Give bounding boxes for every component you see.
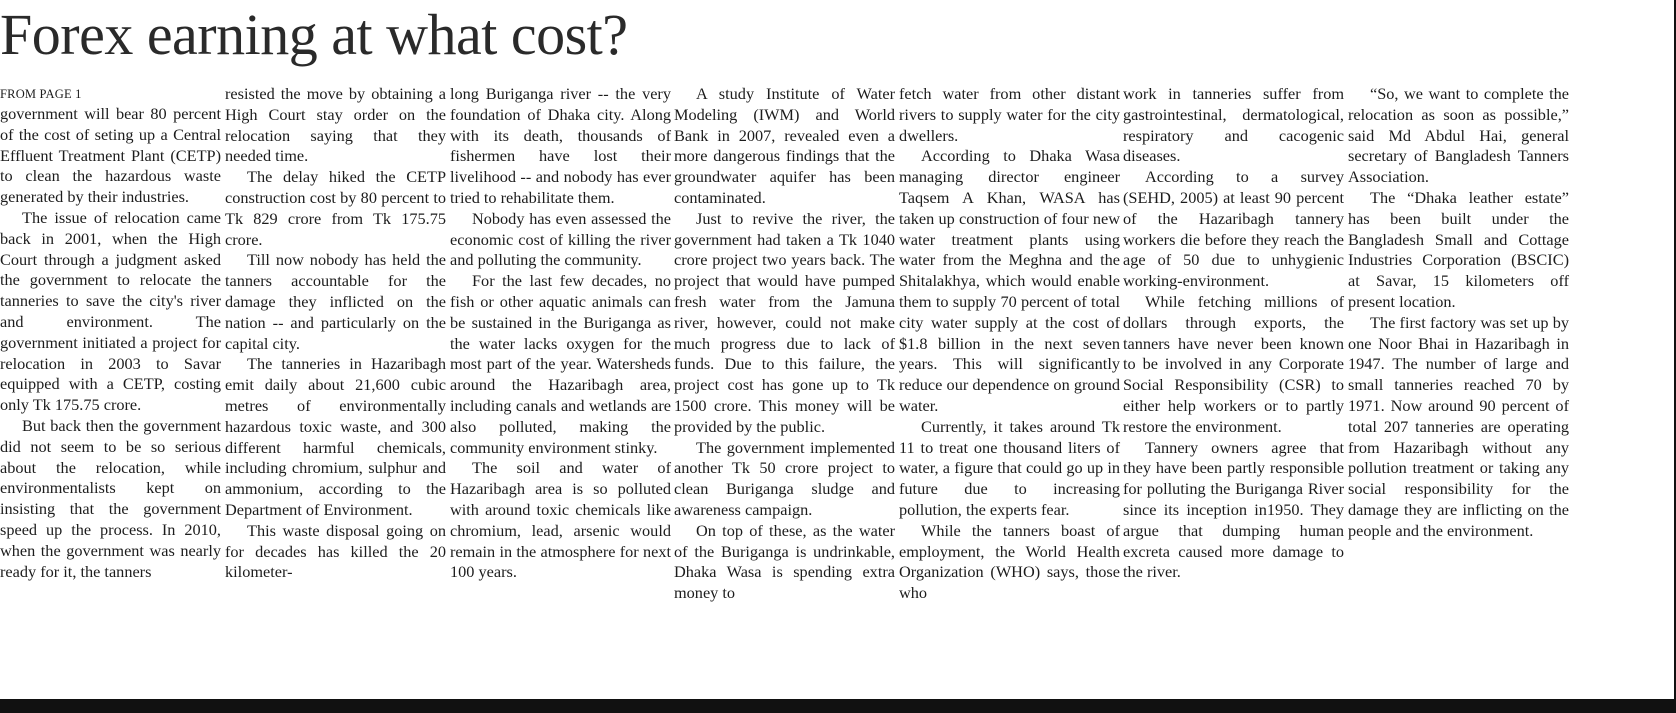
paragraph: For the last few decades, no fish or other aquatic animals can be sustained in the Buriganga as the water lacks oxygen for the most part of the year. Watersheds around the Hazaribagh area, including canals and wetlands are also polluted, making the community environment stinky. <box>450 271 671 457</box>
paragraph: The soil and water of Hazaribagh area is so polluted with around toxic chemicals like chromium, lead, arsenic would remain in the atmosphere for next 100 years. <box>450 458 671 582</box>
paragraph: long Buriganga river -- the very foundation of Dhaka city. Along with its death, thousands of fishermen have lost their livelihood -- and nobody has ever tried to rehabilitate them. <box>450 84 671 207</box>
paragraph: fetch water from other distant rivers to supply water for the city dwellers. <box>899 84 1120 145</box>
paragraph: The “Dhaka leather estate” has been built under the Bangladesh Small and Cottage Industries Corporation (BSCIC) at Savar, 15 kilometers off present location. <box>1348 187 1569 311</box>
paragraph: Just to revive the river, the government had taken a Tk 1040 crore project two years back. The project that would have pumped fresh water from the Jamuna river, however, could not make much progress due to lack of funds. Due to this failure, the project cost has gone up to Tk 1500 crore. This money will be provided by the public. <box>674 208 895 436</box>
paragraph: Currently, it takes around Tk 11 to treat one thousand liters of water, a figure that could go up in future due to increasing pollution, the experts fear. <box>899 416 1120 519</box>
paragraph: The issue of relocation came back in 2001, when the High Court through a judgment asked the government to relocate the tanneries to save the city's river and environment. The government initiated a project for relocation in 2003 to Savar equipped with a CETP, costing only Tk 175.75 crore. <box>0 207 221 415</box>
article-column-3 <box>450 84 671 704</box>
paragraph: Till now nobody has held the tanners accountable for the damage they inflicted on the nation -- and particularly on the capital city. <box>225 250 446 353</box>
paragraph: The delay hiked the CETP construction cost by 80 percent to Tk 829 crore from Tk 175.75 crore. <box>225 167 446 249</box>
headline: Forex earning at what cost? <box>0 2 628 67</box>
article-column-5 <box>899 84 1120 704</box>
paragraph: According to a survey (SEHD, 2005) at least 90 percent of the Hazaribagh tannery workers die before they reach the age of 50 due to unhygienic working-environment. <box>1123 167 1344 291</box>
paragraph: Tannery owners agree that they have been partly responsible for polluting the Buriganga River since its inception in1950. They argue that dumping human excreta caused more damage to the river. <box>1123 437 1344 582</box>
article-column-4 <box>674 84 895 704</box>
paragraph: This waste disposal going on for decades has killed the 20 kilometer- <box>225 520 446 582</box>
article-column-7 <box>1348 84 1569 704</box>
paragraph: government will bear 80 percent of the cost of seting up a Central Effluent Treatment Plant (CETP) to clean the hazardous waste generated by their industries. <box>0 104 221 207</box>
paragraph: According to Dhaka Wasa managing director engineer Taqsem A Khan, WASA has taken up construction of four new water treatment plants using water from the Meghna and the Shitalakhya, which would enable them to supply 70 percent of total city water supply at the cost of $1.8 billion in the next seven years. This will significantly reduce our dependence on ground water. <box>899 146 1120 415</box>
paragraph: The government implemented another Tk 50 crore project to clean Buriganga sludge and awareness campaign. <box>674 437 895 519</box>
paragraph: A study Institute of Water Modeling (IWM) and World Bank in 2007, revealed even a more dangerous findings that the groundwater aquifer has been contaminated. <box>674 84 895 207</box>
paragraph: On top of these, as the water of the Buriganga is undrinkable, Dhaka Wasa is spending extra money to <box>674 520 895 603</box>
paragraph: Nobody has even assessed the economic cost of killing the river and polluting the community. <box>450 208 671 270</box>
kicker-from-page: FROM PAGE 1 <box>0 87 82 101</box>
paragraph: “So, we want to complete the relocation as soon as possible,” said Md Abdul Hai, general secretary of Bangladesh Tanners Association. <box>1348 84 1569 187</box>
paragraph: resisted the move by obtaining a High Court stay order on the relocation saying that they needed time. <box>225 84 446 166</box>
paragraph: While fetching millions of dollars through exports, the tanners have never been known to be involved in any Corporate Social Responsibility (CSR) to either help workers or to partly restore the environment. <box>1123 291 1344 436</box>
paragraph: But back then the government did not seem to be so serious about the relocation, while environmentalists kept on insisting that the government speed up the process. In 2010, when the government was nearly ready for it, the tanners <box>0 415 221 581</box>
article-column-2 <box>225 84 446 704</box>
article-column-6 <box>1123 84 1344 704</box>
paragraph: The first factory was set up by one Noor Bhai in Hazaribagh in 1947. The number of large and small tanneries reached 70 by 1971. Now around 90 percent of total 207 tanneries are operating from Hazaribagh without any pollution treatment or taking any social responsibility for the damage they are inflicting on the people and the environment. <box>1348 312 1569 540</box>
article-column-1 <box>0 84 221 704</box>
paragraph: The tanneries in Hazaribagh emit daily about 21,600 cubic metres of environmentally hazardous toxic waste, and 300 different harmful chemicals, including chromium, sulphur and ammonium, according to the Department of Environment. <box>225 354 446 519</box>
paragraph: work in tanneries suffer from gastrointestinal, dermatological, respiratory and cacogenic diseases. <box>1123 84 1344 166</box>
page-bottom-border <box>0 699 1676 713</box>
paragraph: While the tanners boast of employment, the World Health Organization (WHO) says, those who <box>899 520 1120 603</box>
